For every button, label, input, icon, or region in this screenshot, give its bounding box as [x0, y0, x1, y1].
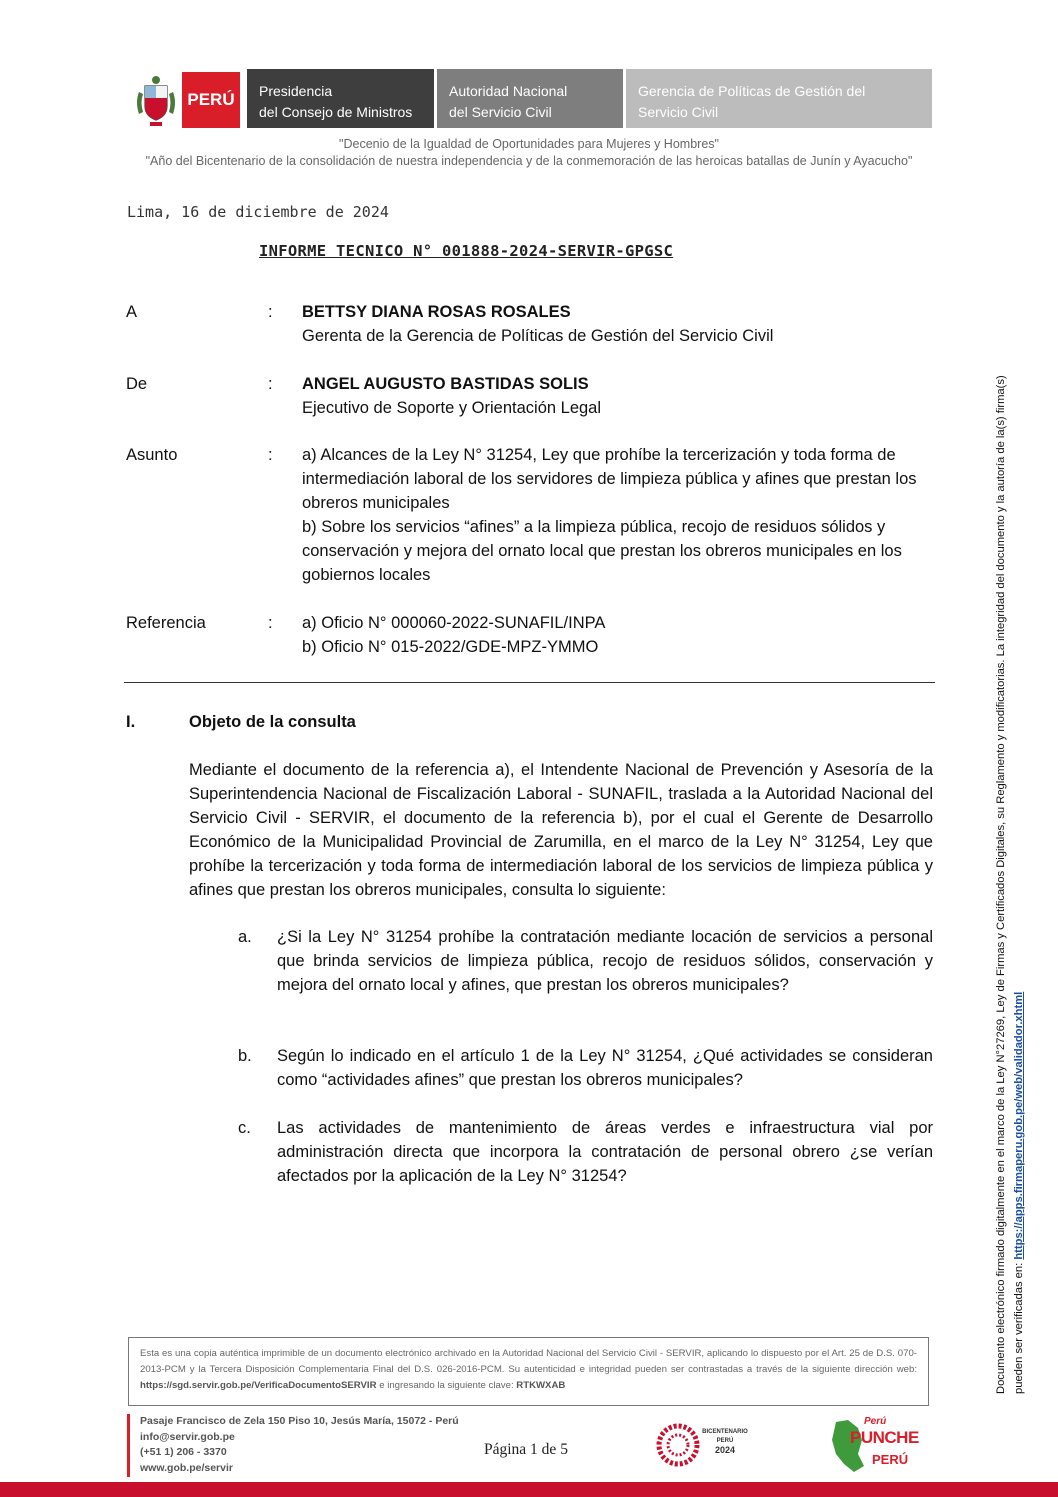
- subject-b: b) Sobre los servicios “afines” a la limpieza pública, recojo de residuos sólidos y conservación y mejora del ornato local que prestan los obreros municipales en los gobiernos locales: [302, 518, 902, 584]
- signature-notice-line1: Documento electrónico firmado digitalmente en el marco de la Ley N°27269, Ley de Firmas y Certificados Digitales, su Reglamento y modificatorias. La integridad del documento y la autoría de la(s) firma(s): [995, 375, 1007, 1394]
- header-box-servir-line1: Autoridad Nacional: [449, 83, 568, 99]
- peru-punche-logo: [828, 1416, 923, 1474]
- peru-label: PERÚ: [187, 90, 235, 109]
- bicentenario-line3: 2024: [714, 1445, 736, 1455]
- divider: [124, 682, 935, 683]
- header-box-gerencia: [626, 69, 932, 128]
- from-colon: :: [268, 375, 273, 393]
- list-item-text: ¿Si la Ley N° 31254 prohíbe la contratación mediante locación de servicios a personal que brinda servicios de limpieza pública, recojo de residuos sólidos, conservación y mejora del ornato local y afines, que prestan los obreros municipales?: [277, 928, 933, 994]
- reference-colon: :: [268, 614, 273, 632]
- subject-label: Asunto: [126, 446, 178, 464]
- page-number: Página 1 de 5: [484, 1441, 568, 1458]
- list-item-letter: c.: [238, 1119, 251, 1137]
- address: Pasaje Francisco de Zela 150 Piso 10, Jesús María, 15072 - Perú: [140, 1415, 459, 1427]
- authenticity-text: Esta es una copia auténtica imprimible de un documento electrónico archivado en la Autoridad Nacional del Servicio Civil - SERVIR, aplicando lo dispuesto por el Art. 25 de D.S. 070-2013-PCM y la Tercera Disposición Complementaria Final del D.S. 026-2016-PCM. Su autenticidad e integridad pueden ser contrastadas a través de la siguiente dirección web:: [140, 1348, 917, 1375]
- reference-b: b) Oficio N° 015-2022/GDE-MPZ-YMMO: [302, 638, 599, 656]
- list-item-letter: a.: [238, 928, 252, 946]
- header-box-gerencia-line1: Gerencia de Políticas de Gestión del: [638, 83, 866, 99]
- slogan-decenio: "Decenio de la Igualdad de Oportunidades para Mujeres y Hombres": [339, 137, 719, 151]
- address-accent-bar: [127, 1414, 130, 1477]
- from-name: ANGEL AUGUSTO BASTIDAS SOLIS: [302, 375, 589, 393]
- from-label: De: [126, 375, 148, 393]
- header-box-servir: [437, 69, 623, 128]
- validator-link[interactable]: https://apps.firmaperu.gob.pe/web/validador.xhtml: [1013, 991, 1025, 1260]
- slogan-bicentenario: "Año del Bicentenario de la consolidación de nuestra independencia y de la conmemoración de las heroicas batallas de Junín y Ayacucho": [145, 154, 913, 168]
- header-box-pcm: [247, 69, 434, 128]
- peru-brand-box: [182, 72, 240, 128]
- bicentenario-logo: [655, 1422, 747, 1468]
- to-label: A: [126, 303, 138, 321]
- header-box-servir-line2: del Servicio Civil: [449, 104, 552, 120]
- digital-signature-notice: [992, 214, 1032, 1394]
- list-item-letter: b.: [238, 1047, 252, 1065]
- phone: (+51 1) 206 - 3370: [140, 1446, 227, 1458]
- section-title: Objeto de la consulta: [189, 713, 356, 731]
- punche-line1: Perú: [864, 1416, 887, 1427]
- website[interactable]: www.gob.pe/servir: [140, 1461, 233, 1474]
- bicentenario-emblem-icon: [655, 1422, 701, 1468]
- section-number: I.: [126, 713, 136, 731]
- reference-a: a) Oficio N° 000060-2022-SUNAFIL/INPA: [302, 614, 606, 632]
- header-box-pcm-line2: del Consejo de Ministros: [259, 104, 413, 120]
- header-box-pcm-line1: Presidencia: [259, 83, 333, 99]
- punche-line3: PERÚ: [872, 1452, 909, 1467]
- document-title: INFORME TECNICO N° 001888-2024-SERVIR-GPGSC: [259, 242, 674, 260]
- list-item-text: Según lo indicado en el artículo 1 de la Ley N° 31254, ¿Qué actividades se consideran como “actividades afines” que prestan los obreros municipales?: [277, 1047, 933, 1089]
- peru-coat-of-arms-icon: [133, 72, 179, 130]
- section-paragraph: Mediante el documento de la referencia a), el Intendente Nacional de Prevención y Asesoría de la Superintendencia Nacional de Fiscalización Laboral - SUNAFIL, traslada a la Autoridad Nacional del Servicio Civil - SERVIR, el documento de la referencia b), por el cual el Gerente de Desarrollo Económico de la Municipalidad Provincial de Zarumilla, en el marco de la Ley N° 31254, Ley que prohíbe la tercerización y toda forma de intermediación laboral de los servicios de limpieza pública y afines que prestan los obreros municipales, consulta lo siguiente:: [189, 761, 933, 899]
- subject-colon: :: [268, 446, 273, 464]
- footer-color-bar: [0, 1482, 1058, 1497]
- verification-key: RTKWXAB: [516, 1380, 566, 1391]
- subject-a: a) Alcances de la Ley N° 31254, Ley que prohíbe la tercerización y toda forma de intermediación laboral de los servidores de limpieza pública y afines que prestan los obreros municipales: [302, 446, 917, 512]
- from-role: Ejecutivo de Soporte y Orientación Legal: [302, 399, 602, 417]
- authenticity-text-mid: e ingresando la siguiente clave:: [379, 1380, 514, 1391]
- to-colon: :: [268, 303, 273, 321]
- to-role: Gerenta de la Gerencia de Políticas de Gestión del Servicio Civil: [302, 327, 774, 345]
- signature-notice-line2: pueden ser verificadas en:: [1013, 1262, 1025, 1394]
- email[interactable]: info@servir.gob.pe: [140, 1430, 235, 1443]
- punche-line2: PUNCHE: [850, 1428, 919, 1447]
- document-date: Lima, 16 de diciembre de 2024: [127, 203, 389, 221]
- list-item-text: Las actividades de mantenimiento de áreas verdes e infraestructura vial por administración directa que incorpora la contratación de personal obrero ¿se verían afectados por la aplicación de la Ley N° 31254?: [277, 1119, 933, 1185]
- header-box-gerencia-line2: Servicio Civil: [638, 104, 719, 120]
- bicentenario-line2: PERÚ: [716, 1438, 734, 1444]
- reference-label: Referencia: [126, 614, 206, 632]
- bicentenario-line1: BICENTENARIO: [702, 1429, 748, 1435]
- to-name: BETTSY DIANA ROSAS ROSALES: [302, 303, 571, 321]
- verification-url[interactable]: https://sgd.servir.gob.pe/VerificaDocumentoSERVIR: [140, 1380, 377, 1391]
- contact-block: [140, 1414, 459, 1476]
- authenticity-notice: [128, 1337, 929, 1406]
